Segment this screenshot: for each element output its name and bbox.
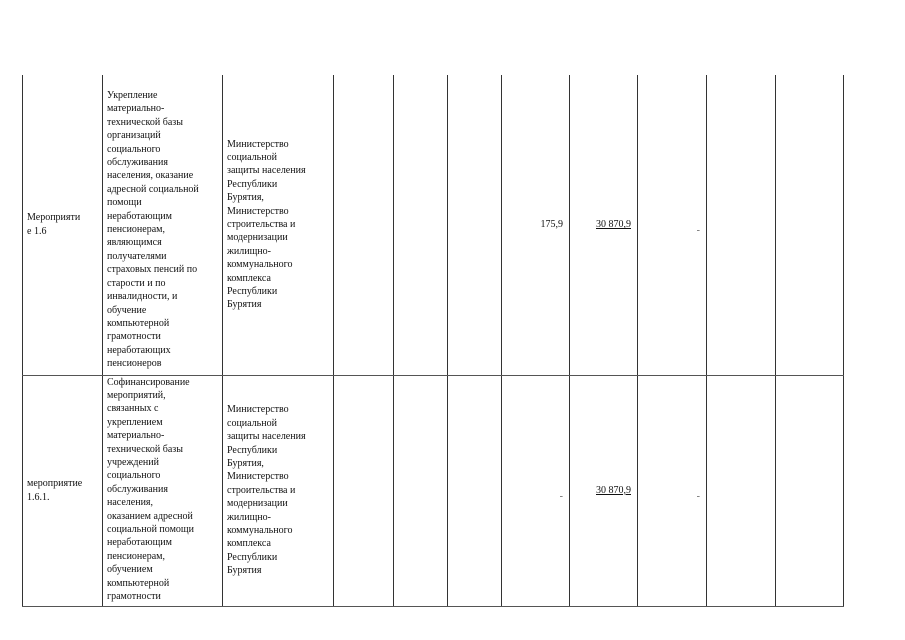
empty-cell (448, 75, 502, 375)
empty-cell (448, 375, 502, 606)
activity-executor: Министерство социальной защиты населения Республики Бурятия, Министерство строительства и модернизации жилищно- коммунального комплекса Республики Бурятия (223, 375, 334, 606)
empty-cell (394, 375, 448, 606)
empty-cell (776, 75, 844, 375)
activity-executor: Министерство социальной защиты населения Республики Бурятия, Министерство строительства и модернизации жилищно- коммунального комплекса Республики Бурятия (223, 75, 334, 375)
activity-description: Софинансирование мероприятий, связанных с укреплением материально- технической базы учреждений социального обслуживания населения, оказанием адресной социальной помощи неработающим пенсионерам, обучением компьютерной грамотности (103, 375, 223, 606)
table-row (23, 75, 844, 375)
value-a: - (502, 375, 570, 606)
value-c: - (638, 75, 707, 375)
empty-cell (334, 375, 394, 606)
activity-code: Мероприяти е 1.6 (23, 75, 103, 375)
empty-cell (394, 75, 448, 375)
empty-cell (707, 75, 776, 375)
empty-cell (334, 75, 394, 375)
empty-cell (707, 375, 776, 606)
activity-code: мероприятие 1.6.1. (23, 375, 103, 606)
value-b: 30 870,9 (570, 75, 638, 375)
program-activities-table (22, 75, 844, 607)
activity-description: Укрепление материально- технической базы организаций социального обслуживания населения, оказание адресной социальной помощи неработающим пенсионерам, являющимся получателями страховых пенсий по старости и по инвалидности, и обучение компьютерной грамотности неработающих пенсионеров (103, 75, 223, 375)
value-c: - (638, 375, 707, 606)
empty-cell (776, 375, 844, 606)
value-b: 30 870,9 (570, 375, 638, 606)
table-row (23, 375, 844, 606)
value-a: 175,9 (502, 75, 570, 375)
